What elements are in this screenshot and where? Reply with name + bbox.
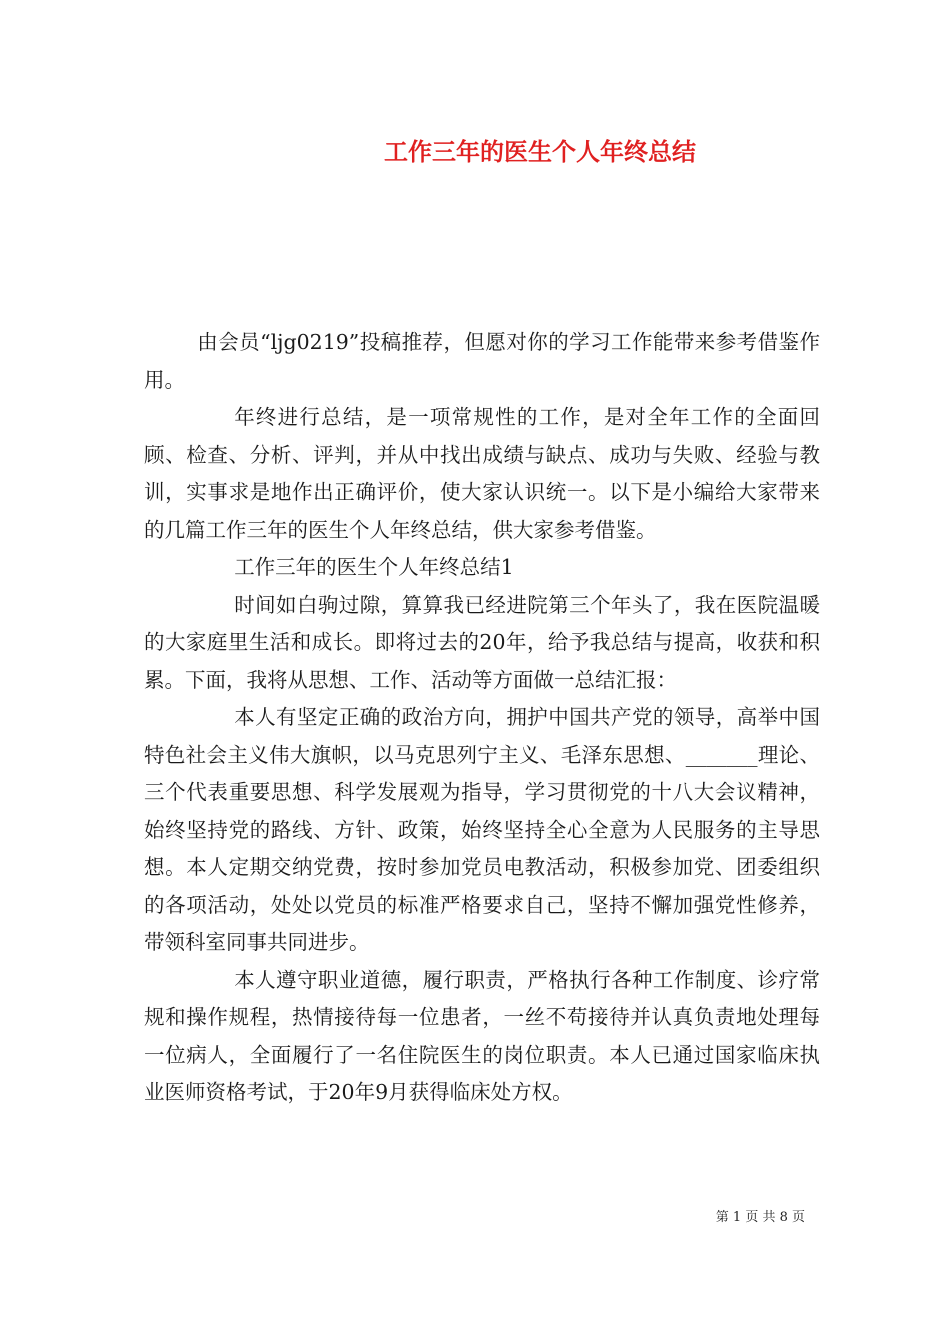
- paragraph-opening: 时间如白驹过隙，算算我已经进院第三个年头了，我在医院温暖的大家庭里生活和成长。即将过去的20年，给予我总结与提高，收获和积累。下面，我将从思想、工作、活动等方面做一总结汇报：: [144, 592, 820, 692]
- section-heading: 工作三年的医生个人年终总结1: [234, 555, 514, 579]
- document-body: [144, 324, 820, 1112]
- paragraph-intro: 由会员“ljg0219”投稿推荐，但愿对你的学习工作能带来参考借鉴作用。: [144, 330, 820, 392]
- document-title: 工作三年的医生个人年终总结: [384, 137, 696, 166]
- paragraph-overview: 年终进行总结，是一项常规性的工作，是对全年工作的全面回顾、检查、分析、评判，并从中找出成绩与缺点、成功与失败、经验与教训，实事求是地作出正确评价，使大家认识统一。以下是小编给大家带来的几篇工作三年的医生个人年终总结，供大家参考借鉴。: [144, 405, 820, 542]
- paragraph-professional: 本人遵守职业道德，履行职责，严格执行各种工作制度、诊疗常规和操作规程，热情接待每一位患者，一丝不苟接待并认真负责地处理每一位病人，全面履行了一名住院医生的岗位职责。本人已通过国家临床执业医师资格考试，于20年9月获得临床处方权。: [144, 967, 820, 1104]
- page-number: 第 1 页 共 8 页: [715, 1210, 805, 1225]
- paragraph-political: 本人有坚定正确的政治方向，拥护中国共产党的领导，高举中国特色社会主义伟大旗帜，以马克思列宁主义、毛泽东思想、_______理论、三个代表重要思想、科学发展观为指导，学习贯彻党的十八大会议精神，始终坚持党的路线、方针、政策，始终坚持全心全意为人民服务的主导思想。本人定期交纳党费，按时参加党员电教活动，积极参加党、团委组织的各项活动，处处以党员的标准严格要求自己，坚持不懈加强党性修养，带领科室同事共同进步。: [144, 705, 820, 954]
